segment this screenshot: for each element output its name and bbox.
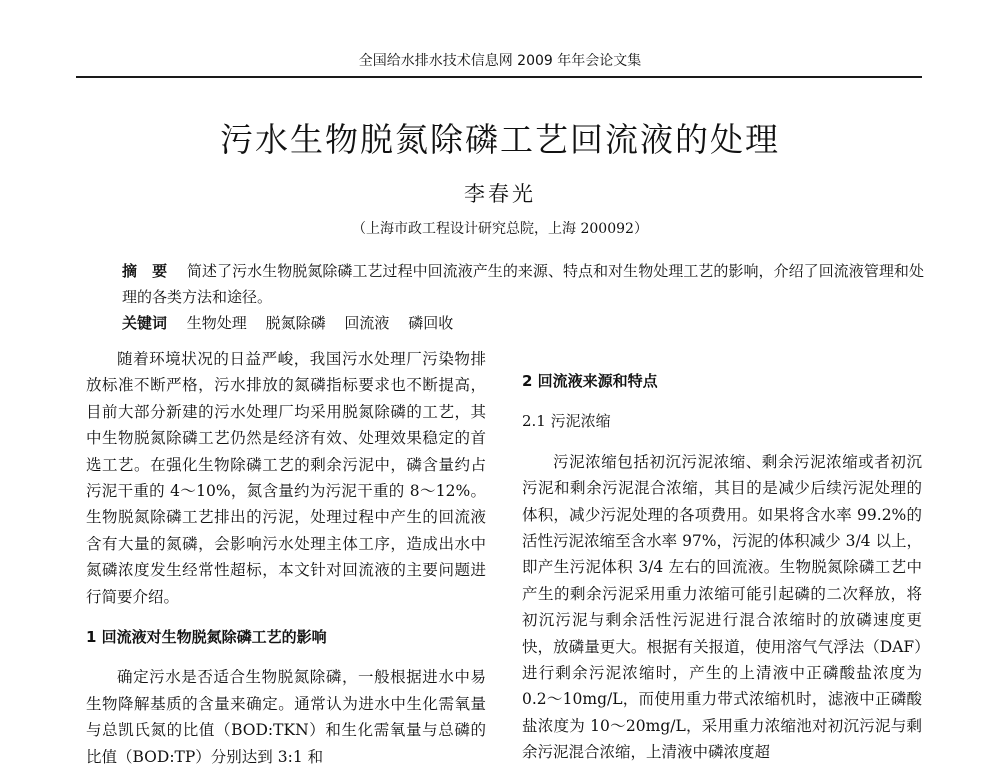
author-name: 李春光 (464, 182, 536, 206)
abstract-text: 简述了污水生物脱氮除磷工艺过程中回流液产生的来源、特点和对生物处理工艺的影响，介绍了回流液管理和处理的各类方法和途径。 (122, 262, 924, 306)
keyword: 回流液 (344, 314, 390, 332)
subsection-2-1-heading: 2.1 污泥浓缩 (522, 412, 611, 431)
intro-paragraph: 随着环境状况的日益严峻，我国污水处理厂污染物排放标准不断严格，污水排放的氮磷指标要求也不断提高，目前大部分新建的污水处理厂均采用脱氮除磷的工艺，其中生物脱氮除磷工艺仍然是经济有效、处理效果稳定的首选工艺。在强化生物除磷工艺的剩余污泥中，磷含量约占污泥干重的 4～10%，氮含量约为污泥干重的 8～12%。生物脱氮除磷工艺排出的污泥，处理过程中产生的回流液含有大量的氮磷，会影响污水处理主体工序，造成出水中氮磷浓度发生经常性超标，本文针对回流液的主要问题进行简要介绍。 (86, 350, 486, 606)
abstract-block (84, 258, 924, 336)
left-column (86, 346, 486, 770)
keyword: 脱氮除磷 (265, 314, 326, 332)
section-1-paragraph: 确定污水是否适合生物脱氮除磷，一般根据进水中易生物降解基质的含量来确定。通常认为进水中生化需氧量与总凯氏氮的比值（BOD:TKN）和生化需氧量与总磷的比值（BOD:TP）分别达到 3:1 和 (86, 668, 486, 766)
abstract-label: 摘 要 (122, 262, 168, 280)
abstract-paragraph (84, 258, 924, 310)
running-head: 全国给水排水技术信息网 2009 年年会论文集 (358, 53, 642, 69)
section-2-heading: 2 回流液来源和特点 (522, 372, 658, 390)
keywords-line (84, 310, 924, 336)
author-affiliation: （上海市政工程设计研究总院，上海 200092） (352, 221, 648, 237)
header-rule (76, 76, 922, 78)
keywords-label: 关键词 (122, 314, 168, 332)
section-1-heading: 1 回流液对生物脱氮除磷工艺的影响 (86, 628, 327, 647)
paper-title: 污水生物脱氮除磷工艺回流液的处理 (220, 120, 780, 159)
keyword: 生物处理 (186, 314, 247, 332)
right-column (522, 346, 922, 766)
subsection-2-1-paragraph: 污泥浓缩包括初沉污泥浓缩、剩余污泥浓缩或者初沉污泥和剩余污泥混合浓缩，其目的是减少后续污泥处理的体积，减少污泥处理的各项费用。如果将含水率 99.2%的活性污泥浓缩至含水率 97%，污泥的体积减少 3/4 以上，即产生污泥体积 3/4 左右的回流液。生物脱氮除磷工艺中产生的剩余污泥采用重力浓缩可能引起磷的二次释放，将初沉污泥与剩余活性污泥进行混合浓缩时的放磷速度更快，放磷量更大。根据有关报道，使用溶气气浮法（DAF）进行剩余污泥浓缩时，产生的上清液中正磷酸盐浓度为 0.2～10mg/L，而使用重力带式浓缩机时，滤液中正磷酸盐浓度为 10～20mg/L，采用重力浓缩池对初沉污泥与剩余污泥混合浓缩，上清液中磷浓度超 (522, 452, 922, 762)
keyword: 磷回收 (408, 314, 454, 332)
